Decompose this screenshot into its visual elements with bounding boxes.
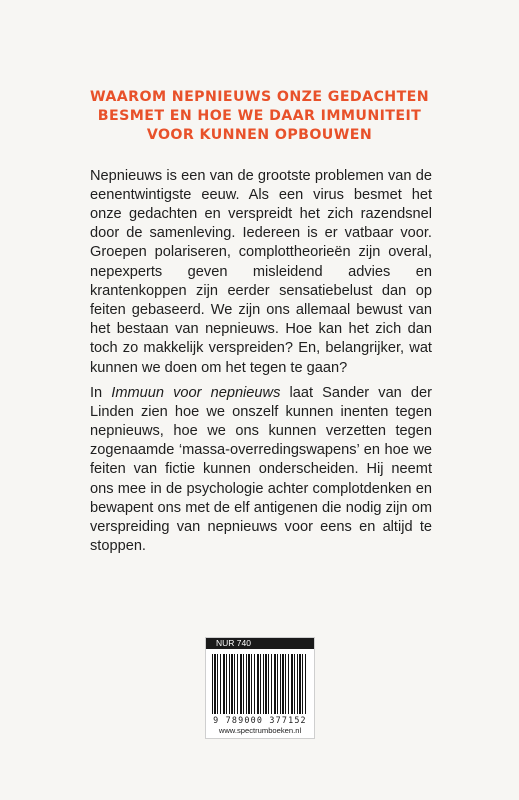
nur-code: NUR 740: [206, 638, 314, 649]
headline-line-1: WAAROM NEPNIEUWS ONZE GEDACHTEN: [89, 89, 430, 105]
blurb-paragraph-1: Nepnieuws is een van de grootste problemen van de eenentwintigste eeuw. Als een virus besmet het onze gedachten en verspreidt het zich razendsnel door de samenleving. Iedereen is er vatbaar voor. Groepen polariseren, complottheorieën zijn overal, nepexperts geven misleidend advies en krantenkoppen zijn eerder sensatiebelust dan op feiten gebaseerd. We zijn ons allemaal bewust van het bestaan van nepnieuws. Hoe kan het zich dan toch zo makkelijk verspreiden? En, belangrijker, wat kunnen we doen om het tegen te gaan?: [90, 167, 432, 376]
headline-line-2: BESMET EN HOE WE DAAR IMMUNITEIT: [97, 108, 422, 124]
isbn-number: 9 789000 377152: [213, 715, 307, 725]
barcode-block: [205, 637, 315, 739]
back-cover-headline: [0, 88, 519, 145]
headline-line-3: VOOR KUNNEN OPBOUWEN: [146, 127, 373, 143]
paragraph-2-prefix: In: [90, 384, 112, 401]
publisher-website: www.spectrumboeken.nl: [218, 726, 302, 735]
book-title: Immuun voor nepnieuws: [111, 384, 281, 401]
paragraph-2-body: laat Sander van der Linden zien hoe we onszelf kunnen inenten tegen nepnieuws, hoe we ons kunnen verzetten tegen zogenaamde ‘massa-overredingswapens’ en hoe we feiten van fictie kunnen onderscheiden. Hij neemt ons mee in de psychologie achter complotdenken en bewapent ons met de elf antigenen die nodig zijn om verspreiding van nepnieuws voor eens en altijd te stoppen.: [90, 384, 432, 555]
blurb-paragraph-2: [90, 384, 432, 557]
barcode-bars: [212, 654, 308, 714]
